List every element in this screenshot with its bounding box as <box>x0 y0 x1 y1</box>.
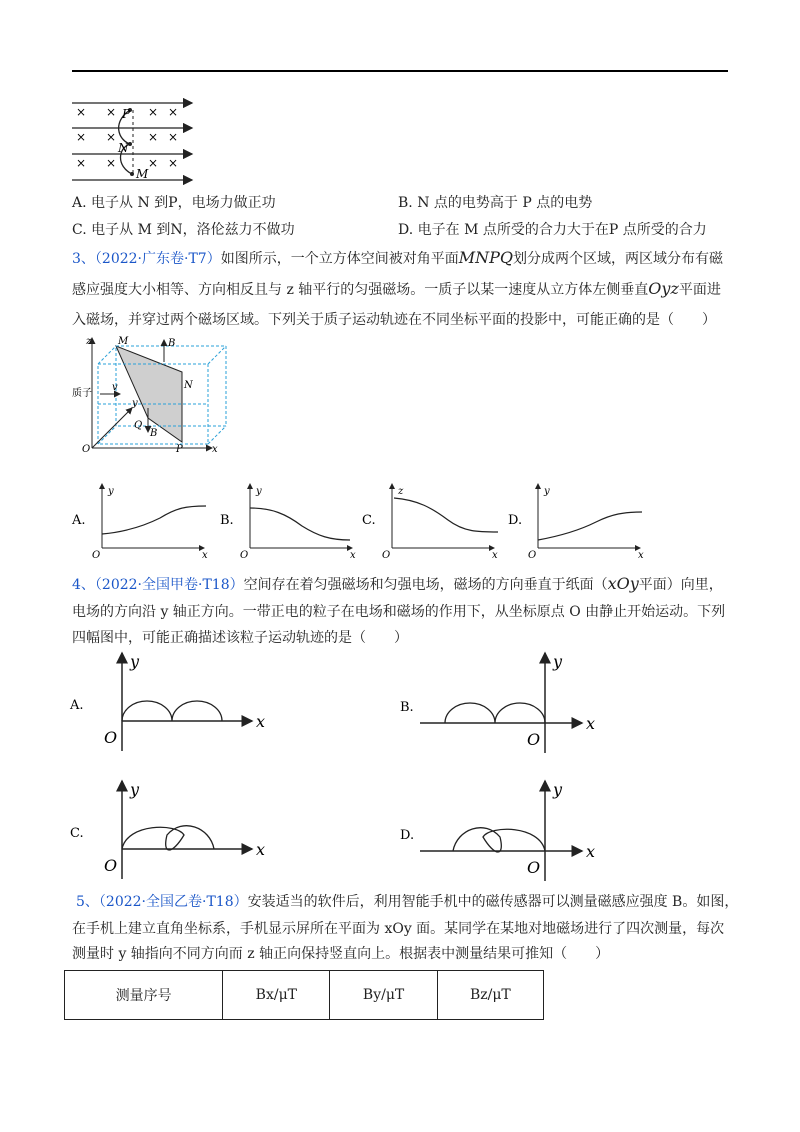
label-n: N <box>118 141 129 155</box>
diagonal-plane <box>116 346 182 442</box>
label-m: M <box>136 167 149 181</box>
cross-symbol: × <box>168 105 179 119</box>
trajectory-curve <box>445 703 545 723</box>
q2-option-d[interactable]: D. 电子在 M 点所受的合力大于在P 点所受的合力 <box>398 222 707 238</box>
option-letter: A. <box>70 698 84 713</box>
y-axis-label: y <box>553 780 563 799</box>
projection-curve <box>102 506 206 534</box>
projection-option[interactable] <box>508 484 644 561</box>
axis-label: x <box>492 550 498 561</box>
q2-option-c[interactable]: C. 电子从 M 到N，洛伦兹力不做功 <box>72 222 295 238</box>
origin-label: O <box>528 550 537 561</box>
cross-symbol: × <box>106 130 117 144</box>
origin-label: O <box>104 728 118 747</box>
option-letter: B. <box>220 513 234 528</box>
origin-label: O <box>240 550 249 561</box>
y-axis-label: y <box>553 652 563 671</box>
field-figure <box>68 92 203 184</box>
cross-symbol: × <box>76 105 87 119</box>
q3-number: 3、 <box>72 251 95 267</box>
q4-line3: 四幅图中，可能正确描述该粒子运动轨迹的是（ ） <box>72 630 408 646</box>
svg-text:y: y <box>132 398 138 409</box>
q5-line2: 在手机上建立直角坐标系，手机显示屏所在平面为 xOy 面。某同学在某地对地磁场进行了四次测量，每次 <box>72 921 725 937</box>
cross-symbol: × <box>106 156 117 170</box>
trajectory-curve <box>453 828 545 852</box>
table-header: 测量序号 <box>65 971 223 1020</box>
trajectory-option[interactable] <box>69 652 265 751</box>
cross-symbol: × <box>168 130 179 144</box>
projection-curve <box>538 512 642 540</box>
svg-text:P: P <box>176 444 183 455</box>
option-letter: B. <box>400 700 414 715</box>
q5-line1: 5、（2022·全国乙卷·T18）安装适当的软件后，利用智能手机中的磁传感器可以测量磁感应强度 B。如图， <box>76 894 739 910</box>
point-m <box>130 172 134 176</box>
trajectory-curve <box>122 826 214 850</box>
origin-label: O <box>104 856 118 875</box>
trajectory-graphs <box>70 645 596 877</box>
q3-source[interactable]: （2022·广东卷·T7） <box>94 251 221 267</box>
x-axis-label: x <box>586 842 596 861</box>
projection-option[interactable] <box>220 484 356 561</box>
q5-source[interactable]: （2022·全国乙卷·T18） <box>98 894 248 910</box>
q3-line3: 入磁场，并穿过两个磁场区域。下列关于质子运动轨迹在不同坐标平面的投影中，可能正确的是（ ） <box>72 312 716 328</box>
projection-graphs <box>72 478 644 561</box>
table-header: Bz/μT <box>437 971 543 1020</box>
q5-line3: 测量时 y 轴指向不同方向而 z 轴正向保持竖直向上。根据表中测量结果可推知（ ） <box>72 946 610 962</box>
measurement-table <box>64 970 544 1020</box>
svg-text:v: v <box>112 382 118 393</box>
option-letter: D. <box>508 513 523 528</box>
cross-symbol: × <box>148 130 159 144</box>
axis-label: y <box>256 486 262 497</box>
option-letter: C. <box>70 826 84 841</box>
cross-symbol: × <box>168 156 179 170</box>
cross-symbol: × <box>148 105 159 119</box>
trajectory-option[interactable] <box>400 780 595 881</box>
origin-label: O <box>92 550 101 561</box>
y-axis-label: y <box>130 652 140 671</box>
axis-label: x <box>350 550 356 561</box>
cross-symbol: × <box>106 105 117 119</box>
projection-curve <box>394 498 498 532</box>
option-letter: D. <box>400 828 415 843</box>
svg-text:M: M <box>118 336 129 347</box>
cross-symbol: × <box>76 156 87 170</box>
axis-label: y <box>544 486 550 497</box>
table-header: By/μT <box>330 971 437 1020</box>
projection-option[interactable] <box>71 484 208 561</box>
option-letter: A. <box>72 513 86 528</box>
svg-text:O: O <box>82 444 91 455</box>
q4-line1: 4、（2022·全国甲卷·T18）空间存在着匀强磁场和匀强电场，磁场的方向垂直于纸面（xOy平面）向里， <box>72 574 723 593</box>
table-header: Bx/μT <box>223 971 330 1020</box>
option-letter: C. <box>362 513 376 528</box>
svg-text:N: N <box>184 380 193 391</box>
svg-text:Q: Q <box>134 420 143 431</box>
q2-option-b[interactable]: B. N 点的电势高于 P 点的电势 <box>398 195 593 211</box>
axis-label: x <box>202 550 208 561</box>
cross-symbol: × <box>76 130 87 144</box>
cross-symbol: × <box>148 156 159 170</box>
svg-text:x: x <box>212 444 218 455</box>
svg-text:z: z <box>86 336 92 347</box>
q3-line2: 感应强度大小相等、方向相反且与 z 轴平行的匀强磁场。一质子以某一速度从立方体左侧垂直Oyz平面进 <box>72 279 721 298</box>
axis-label: x <box>638 550 644 561</box>
x-axis-label: x <box>256 712 266 731</box>
q4-line2: 电场的方向沿 y 轴正方向。一带正电的粒子在电场和磁场的作用下，从坐标原点 O 由静止开始运动。下列 <box>72 604 726 620</box>
x-axis-label: x <box>586 714 596 733</box>
axis-label: z <box>398 486 404 497</box>
origin-label: O <box>382 550 391 561</box>
y-axis-label: y <box>130 780 140 799</box>
q2-option-a[interactable]: A. 电子从 N 到P，电场力做正功 <box>72 195 276 211</box>
svg-text:质子: 质子 <box>72 388 92 399</box>
trajectory-curve <box>122 701 222 721</box>
projection-option[interactable] <box>362 484 498 561</box>
table-header-row <box>65 971 544 1020</box>
origin-label: O <box>527 858 541 877</box>
svg-text:B: B <box>168 338 176 349</box>
axis-label: y <box>108 486 114 497</box>
x-axis-label: x <box>256 840 266 859</box>
label-p: P <box>122 107 131 121</box>
trajectory-option[interactable] <box>400 652 595 753</box>
trajectory-option[interactable] <box>70 780 265 879</box>
cube-figure <box>72 332 222 454</box>
origin-label: O <box>527 730 541 749</box>
projection-curve <box>250 508 350 540</box>
q3-line1: 3、（2022·广东卷·T7）如图所示，一个立方体空间被对角平面MNPQ划分成两个区域，两区域分布有磁 <box>72 248 723 267</box>
header-rule <box>72 70 728 72</box>
point-n <box>128 142 132 146</box>
svg-text:B: B <box>150 428 158 439</box>
q4-source[interactable]: （2022·全国甲卷·T18） <box>94 577 244 593</box>
